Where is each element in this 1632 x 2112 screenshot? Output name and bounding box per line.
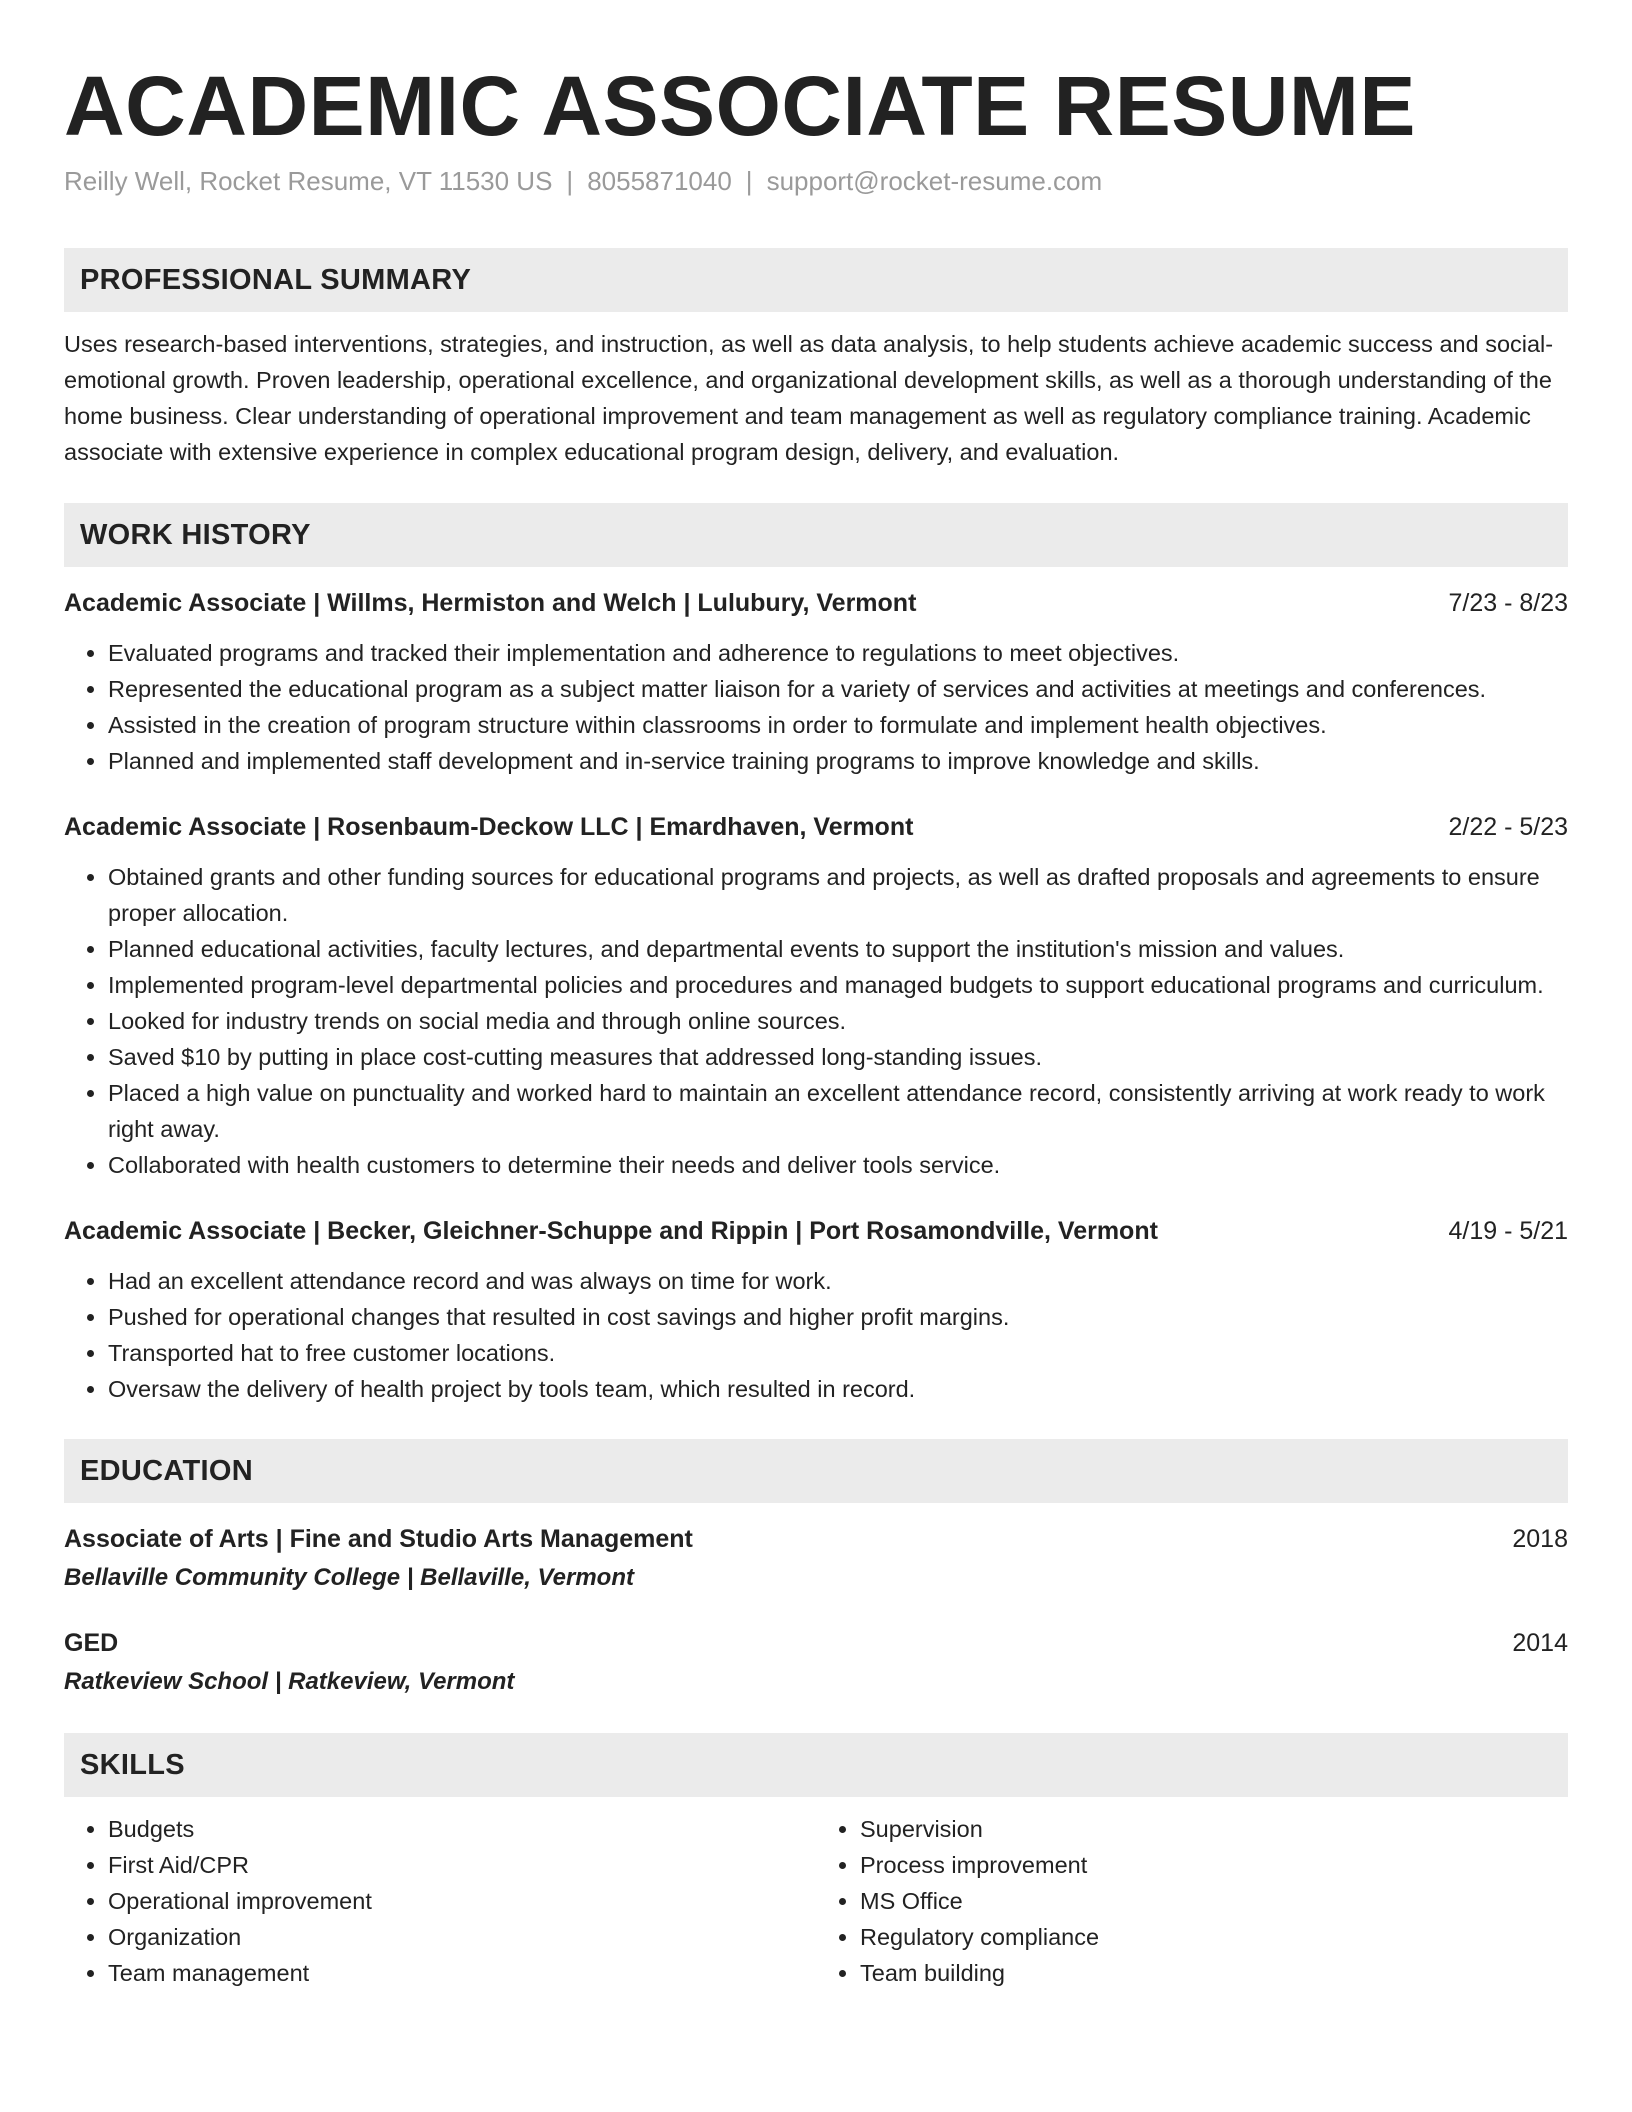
contact-separator: | bbox=[566, 166, 574, 196]
job-bullet: • Planned educational activities, faculty lectures, and departmental events to support the institution's mission and values. bbox=[108, 931, 1568, 967]
job-bullet: • Transported hat to free customer locations. bbox=[108, 1335, 1568, 1371]
job-bullet: • Implemented program-level departmental policies and procedures and managed budgets to support educational programs and curriculum. bbox=[108, 967, 1568, 1003]
job-dates: 4/19 - 5/21 bbox=[1448, 1217, 1568, 1245]
job-entry bbox=[64, 585, 1568, 779]
education-header bbox=[64, 1625, 1568, 1661]
resume-page bbox=[64, 0, 1568, 1991]
education-entry bbox=[64, 1521, 1568, 1595]
skills-right-column bbox=[816, 1811, 1568, 1991]
job-entry bbox=[64, 1213, 1568, 1407]
job-bullets bbox=[64, 1263, 1568, 1407]
job-bullet: • Looked for industry trends on social media and through online sources. bbox=[108, 1003, 1568, 1039]
job-bullet: • Oversaw the delivery of health project by tools team, which resulted in record. bbox=[108, 1371, 1568, 1407]
job-bullet: • Obtained grants and other funding sources for educational programs and projects, as well as drafted proposals and agreements to ensure proper allocation. bbox=[108, 859, 1568, 931]
job-bullet: • Saved $10 by putting in place cost-cutting measures that addressed long-standing issues. bbox=[108, 1039, 1568, 1075]
job-entry bbox=[64, 809, 1568, 1183]
section-header-skills: SKILLS bbox=[64, 1733, 1568, 1797]
job-bullets bbox=[64, 635, 1568, 779]
contact-line bbox=[64, 164, 1568, 198]
contact-phone: 8055871040 bbox=[587, 166, 732, 196]
job-bullet: • Pushed for operational changes that resulted in cost savings and higher profit margins. bbox=[108, 1299, 1568, 1335]
skill-item: • Budgets bbox=[108, 1811, 816, 1847]
education-header bbox=[64, 1521, 1568, 1557]
education-year: 2018 bbox=[1512, 1525, 1568, 1553]
job-dates: 2/22 - 5/23 bbox=[1448, 813, 1568, 841]
skill-item: • MS Office bbox=[860, 1883, 1568, 1919]
skill-item: • Organization bbox=[108, 1919, 816, 1955]
section-header-education: EDUCATION bbox=[64, 1439, 1568, 1503]
job-bullet: • Planned and implemented staff development and in-service training programs to improve knowledge and skills. bbox=[108, 743, 1568, 779]
job-title: Academic Associate | Rosenbaum-Deckow LLC | Emardhaven, Vermont bbox=[64, 813, 914, 841]
skill-item: • Supervision bbox=[860, 1811, 1568, 1847]
job-header bbox=[64, 585, 1568, 621]
summary-text: Uses research-based interventions, strategies, and instruction, as well as data analysis, to help students achieve academic success and social-emotional growth. Proven leadership, operational excellence, and organizational development skills, as well as a thorough understanding of the home business. Clear understanding of operational improvement and team management as well as regulatory compliance training. Academic associate with extensive experience in complex educational program design, delivery, and evaluation. bbox=[64, 331, 1554, 465]
education-year: 2014 bbox=[1512, 1629, 1568, 1657]
education-school: Bellaville Community College | Bellaville, Vermont bbox=[64, 1564, 634, 1591]
job-dates: 7/23 - 8/23 bbox=[1448, 589, 1568, 617]
skill-item: • First Aid/CPR bbox=[108, 1847, 816, 1883]
job-bullet: • Had an excellent attendance record and was always on time for work. bbox=[108, 1263, 1568, 1299]
job-title: Academic Associate | Becker, Gleichner-Schuppe and Rippin | Port Rosamondville, Vermont bbox=[64, 1217, 1158, 1245]
section-header-summary: PROFESSIONAL SUMMARY bbox=[64, 248, 1568, 312]
contact-address: Reilly Well, Rocket Resume, VT 11530 US bbox=[64, 166, 553, 196]
education-degree: GED bbox=[64, 1629, 119, 1657]
job-header bbox=[64, 809, 1568, 845]
job-header bbox=[64, 1213, 1568, 1249]
job-bullets bbox=[64, 859, 1568, 1183]
job-bullet: • Evaluated programs and tracked their implementation and adherence to regulations to meet objectives. bbox=[108, 635, 1568, 671]
skill-item: • Regulatory compliance bbox=[860, 1919, 1568, 1955]
skill-item: • Team building bbox=[860, 1955, 1568, 1991]
section-header-work-history: WORK HISTORY bbox=[64, 503, 1568, 567]
skills-columns bbox=[64, 1811, 1568, 1991]
education-degree: Associate of Arts | Fine and Studio Arts Management bbox=[64, 1525, 693, 1553]
job-bullet: • Collaborated with health customers to determine their needs and deliver tools service. bbox=[108, 1147, 1568, 1183]
resume-title: ACADEMIC ASSOCIATE RESUME bbox=[64, 59, 1416, 153]
skill-item: • Team management bbox=[108, 1955, 816, 1991]
job-bullet: • Represented the educational program as a subject matter liaison for a variety of services and activities at meetings and conferences. bbox=[108, 671, 1568, 707]
job-bullet: • Placed a high value on punctuality and worked hard to maintain an excellent attendance record, consistently arriving at work ready to work right away. bbox=[108, 1075, 1568, 1147]
skills-left-column bbox=[64, 1811, 816, 1991]
contact-email: support@rocket-resume.com bbox=[766, 166, 1103, 196]
skill-item: • Process improvement bbox=[860, 1847, 1568, 1883]
contact-separator: | bbox=[745, 166, 753, 196]
job-title: Academic Associate | Willms, Hermiston and Welch | Lulubury, Vermont bbox=[64, 589, 917, 617]
skill-item: • Operational improvement bbox=[108, 1883, 816, 1919]
education-school: Ratkeview School | Ratkeview, Vermont bbox=[64, 1668, 515, 1695]
education-entry bbox=[64, 1625, 1568, 1699]
job-bullet: • Assisted in the creation of program structure within classrooms in order to formulate and implement health objectives. bbox=[108, 707, 1568, 743]
